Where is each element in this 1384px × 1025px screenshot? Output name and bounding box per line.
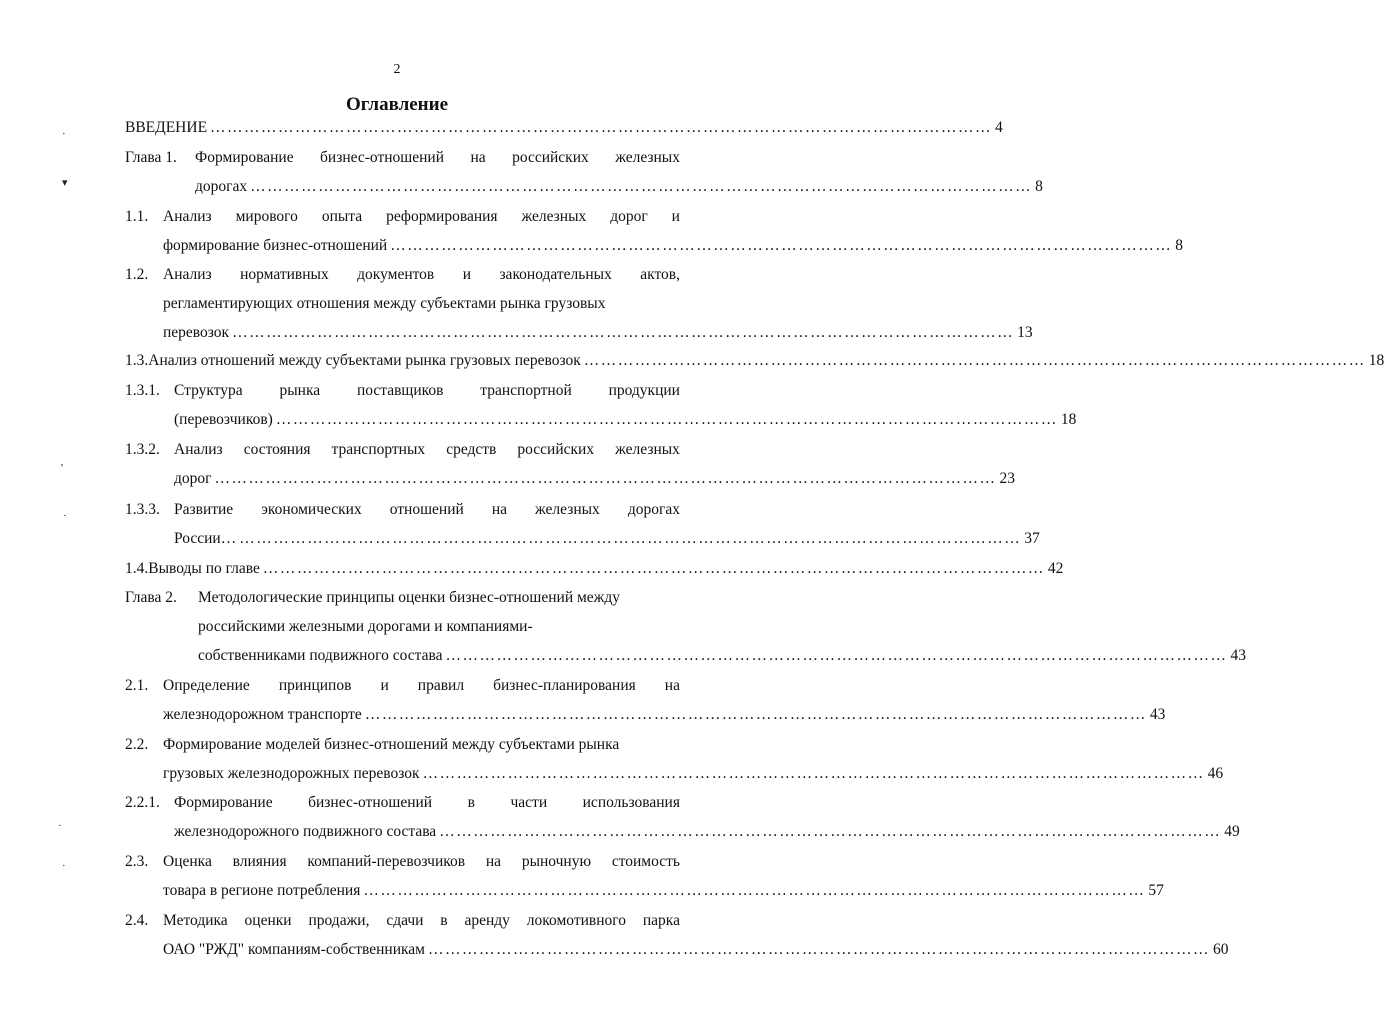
toc-title-word: дорог	[610, 208, 648, 225]
dot-leader: …………………………………………………………………………………………………………………………	[214, 470, 997, 487]
toc-title-word: использования	[582, 794, 680, 811]
toc-title-word: Анализ	[163, 266, 212, 283]
toc-entry-continuation	[163, 941, 1229, 959]
toc-title-word: Развитие	[174, 501, 234, 518]
toc-entry	[125, 677, 680, 695]
toc-page-number: 57	[1148, 882, 1164, 899]
toc-entry-title	[174, 382, 680, 400]
toc-entry-continuation	[174, 823, 1240, 841]
toc-title-word: влияния	[232, 853, 287, 870]
toc-title-word: Оценка	[163, 853, 212, 870]
toc-entry-continuation	[174, 411, 1077, 429]
toc-title-word: в	[467, 794, 475, 811]
page-title: Оглавление	[345, 94, 449, 115]
toc-entry-title: (перевозчиков)	[174, 411, 273, 428]
toc-entry-title	[174, 501, 680, 519]
scan-speck: ʼ	[60, 462, 64, 474]
toc-entry-title: Выводы по главе	[148, 560, 260, 577]
toc-entry-title	[174, 441, 680, 459]
toc-entry-continuation	[174, 530, 1040, 548]
page-number: 2	[393, 62, 401, 77]
toc-page-number: 49	[1224, 823, 1240, 840]
toc-entry-label: 2.3.	[125, 853, 149, 870]
toc-page-number: 60	[1213, 941, 1229, 958]
toc-title-word: бизнес-отношений	[308, 794, 433, 811]
toc-entry-label: 1.3.3.	[125, 501, 160, 518]
toc-entry-title	[163, 208, 680, 226]
toc-title-word: Анализ	[163, 208, 212, 225]
toc-page-number: 18	[1060, 411, 1077, 428]
toc-entry-title	[174, 794, 680, 812]
toc-page-number: 46	[1207, 765, 1224, 782]
toc-title-word: железных	[535, 501, 600, 518]
toc-entry-title	[195, 149, 680, 167]
toc-entry-title: Методологические принципы оценки бизнес-отношений между	[198, 589, 621, 606]
toc-entry-title: дорогах	[195, 178, 248, 195]
toc-title-word: компаний-перевозчиков	[307, 853, 466, 870]
toc-entry-title: формирование бизнес-отношений	[163, 237, 388, 254]
toc-title-word: и	[462, 266, 471, 283]
toc-entry	[125, 501, 680, 519]
toc-entry-title: ОАО "РЖД" компаниям-собственникам	[163, 941, 425, 958]
toc-title-word: на	[470, 149, 486, 166]
dot-leader: …………………………………………………………………………………………………………………………	[363, 882, 1146, 899]
toc-entry	[125, 382, 680, 400]
toc-title-word: аренду	[464, 912, 510, 929]
dot-leader: …………………………………………………………………………………………………………………………	[439, 823, 1222, 840]
dot-leader: …………………………………………………………………………………………………………………………	[583, 352, 1366, 369]
toc-entry	[125, 853, 680, 871]
toc-title-word: средств	[446, 441, 497, 458]
dot-leader: …………………………………………………………………………………………………………………………	[390, 237, 1173, 254]
toc-entry-continuation	[163, 882, 1164, 900]
toc-entry	[125, 149, 680, 167]
toc-page-number: 43	[1149, 706, 1166, 723]
toc-title-word: экономических	[261, 501, 362, 518]
toc-title-word: российских	[512, 149, 589, 166]
toc-entry-title	[163, 912, 680, 930]
toc-title-word: Методика	[163, 912, 228, 929]
toc-title-word: на	[485, 853, 502, 870]
toc-page-number: 4	[995, 119, 1003, 136]
toc-entry-label: 2.4.	[125, 912, 149, 929]
dot-leader: …………………………………………………………………………………………………………………………	[364, 706, 1147, 723]
scan-speck: ·	[63, 510, 67, 522]
toc-title-word: отношений	[389, 501, 464, 518]
dot-leader: …………………………………………………………………………………………………………………………	[239, 530, 1022, 547]
toc-title-word: части	[510, 794, 548, 811]
toc-title-word: транспортной	[480, 382, 572, 399]
toc-title-word: на	[664, 677, 680, 694]
scan-speck: ·	[62, 128, 66, 140]
toc-title-word: продукции	[608, 382, 680, 399]
toc-title-word: парка	[642, 912, 680, 929]
scan-speck: ·	[58, 820, 62, 832]
toc-title-word: оценки	[244, 912, 292, 929]
toc-title-word: железных	[615, 441, 680, 458]
toc-entry-label: 1.3.2.	[125, 441, 160, 458]
toc-entry-title: России…	[174, 530, 237, 547]
toc-entry-title	[163, 677, 680, 695]
toc-page-number: 42	[1047, 560, 1064, 577]
toc-title-word: поставщиков	[356, 382, 444, 399]
toc-title-word: реформирования	[386, 208, 498, 225]
toc-entry-continuation	[163, 706, 1166, 724]
toc-entry-title: Формирование моделей бизнес-отношений между субъектами рынка	[163, 736, 620, 753]
toc-title-word: бизнес-планирования	[493, 677, 636, 694]
toc-title-word: Формирование	[195, 149, 294, 166]
toc-page-number: 37	[1024, 530, 1040, 547]
toc-entry	[125, 589, 700, 607]
toc-title-word: и	[671, 208, 680, 225]
toc-page-number: 8	[1175, 237, 1183, 254]
toc-title-word: нормативных	[240, 266, 329, 283]
toc-title-word: Формирование	[174, 794, 273, 811]
toc-entry-title: регламентирующих отношения между субъектами рынка грузовых	[163, 295, 606, 312]
dot-leader: …………………………………………………………………………………………………………………………	[262, 560, 1045, 577]
toc-entry-continuation	[198, 618, 700, 636]
toc-entry-label: 1.3.1.	[125, 382, 160, 399]
toc-entry	[125, 208, 680, 226]
toc-entry-label: 2.2.1.	[125, 794, 160, 811]
toc-title-word: железных	[615, 149, 680, 166]
toc-entry	[125, 441, 680, 459]
toc-title-word: принципов	[278, 677, 352, 694]
toc-title-word: опыта	[321, 208, 363, 225]
toc-title-word: стоимость	[611, 853, 680, 870]
toc-entry-title	[163, 266, 680, 284]
toc-entry	[125, 794, 680, 812]
toc-entry-title: товара в регионе потребления	[163, 882, 361, 899]
dot-leader: …………………………………………………………………………………………………………………………	[445, 647, 1228, 664]
toc-title-word: документов	[357, 266, 435, 283]
toc-entry-title: перевозок	[163, 324, 230, 341]
toc-entry-label: 2.1.	[125, 677, 149, 694]
dot-leader: …………………………………………………………………………………………………………………………	[275, 411, 1058, 428]
toc-title-word: правил	[417, 677, 465, 694]
toc-entry-continuation	[163, 295, 700, 313]
toc-entry	[125, 912, 680, 930]
toc-title-word: дорогах	[627, 501, 680, 518]
toc-page-number: 23	[999, 470, 1015, 487]
toc-entry-title: железнодорожного подвижного состава	[174, 823, 437, 840]
toc-title-word: рынка	[279, 382, 321, 399]
toc-entry-title: собственниками подвижного состава	[198, 647, 443, 664]
toc-entry-title: Анализ отношений между субъектами рынка грузовых перевозок	[148, 352, 581, 369]
toc-page-number: 13	[1017, 324, 1033, 341]
dot-leader: …………………………………………………………………………………………………………………………	[232, 324, 1015, 341]
toc-entry-label: Глава 1.	[125, 149, 177, 166]
toc-entry	[125, 560, 1064, 578]
toc-entry-title: ВВЕДЕНИЕ	[125, 119, 208, 136]
scan-speck: ▾	[62, 177, 68, 189]
toc-entry-continuation	[198, 647, 1246, 665]
toc-entry-label: 1.1.	[125, 208, 149, 225]
toc-entry-title: дорог	[174, 470, 212, 487]
toc-title-word: законодательных	[499, 266, 612, 283]
toc-entry-title	[163, 853, 680, 871]
toc-entry-label: Глава 2.	[125, 589, 177, 606]
toc-title-word: Анализ	[174, 441, 223, 458]
toc-title-word: и	[380, 677, 389, 694]
toc-title-word: железных	[521, 208, 587, 225]
dot-leader: …………………………………………………………………………………………………………………………	[428, 941, 1210, 958]
toc-title-word: продажи,	[308, 912, 370, 929]
toc-entry-label: 1.3.	[125, 352, 149, 369]
toc-entry-label: 1.2.	[125, 266, 149, 283]
toc-title-word: мирового	[235, 208, 298, 225]
toc-entry-label: 2.2.	[125, 736, 149, 753]
toc-title-word: на	[491, 501, 508, 518]
toc-title-word: транспортных	[331, 441, 426, 458]
dot-leader: …………………………………………………………………………………………………………………………	[422, 765, 1205, 782]
toc-entry	[125, 352, 1384, 370]
toc-entry-label: 1.4.	[125, 560, 149, 577]
toc-title-word: Структура	[174, 382, 243, 399]
toc-entry-title: грузовых железнодорожных перевозок	[163, 765, 420, 782]
toc-title-word: бизнес-отношений	[320, 149, 444, 166]
dot-leader: …………………………………………………………………………………………………………………………	[250, 178, 1033, 195]
toc-title-word: актов,	[640, 266, 680, 283]
toc-entry	[125, 736, 700, 754]
toc-title-word: локомотивного	[526, 912, 626, 929]
toc-entry-title: железнодорожном транспорте	[163, 706, 362, 723]
toc-title-word: рыночную	[521, 853, 592, 870]
toc-entry-title: российскими железными дорогами и компаниями-	[198, 618, 533, 635]
toc-entry-continuation	[163, 324, 1033, 342]
toc-entry-continuation	[163, 237, 1183, 255]
toc-page-number: 18	[1368, 352, 1384, 369]
toc-title-word: состояния	[243, 441, 311, 458]
toc-title-word: сдачи	[386, 912, 424, 929]
toc-entry-continuation	[163, 765, 1224, 783]
toc-title-word: российских	[517, 441, 595, 458]
toc-entry-continuation	[174, 470, 1015, 488]
toc-entry	[125, 266, 680, 284]
toc-entry-continuation	[195, 178, 1043, 196]
toc-title-word: Определение	[163, 677, 250, 694]
scan-speck: ·	[62, 860, 66, 872]
dot-leader: …………………………………………………………………………………………………………………………	[210, 119, 993, 136]
toc-page-number: 8	[1035, 178, 1043, 195]
toc-title-word: в	[440, 912, 448, 929]
toc-entry	[125, 119, 1003, 137]
toc-page-number: 43	[1230, 647, 1246, 664]
